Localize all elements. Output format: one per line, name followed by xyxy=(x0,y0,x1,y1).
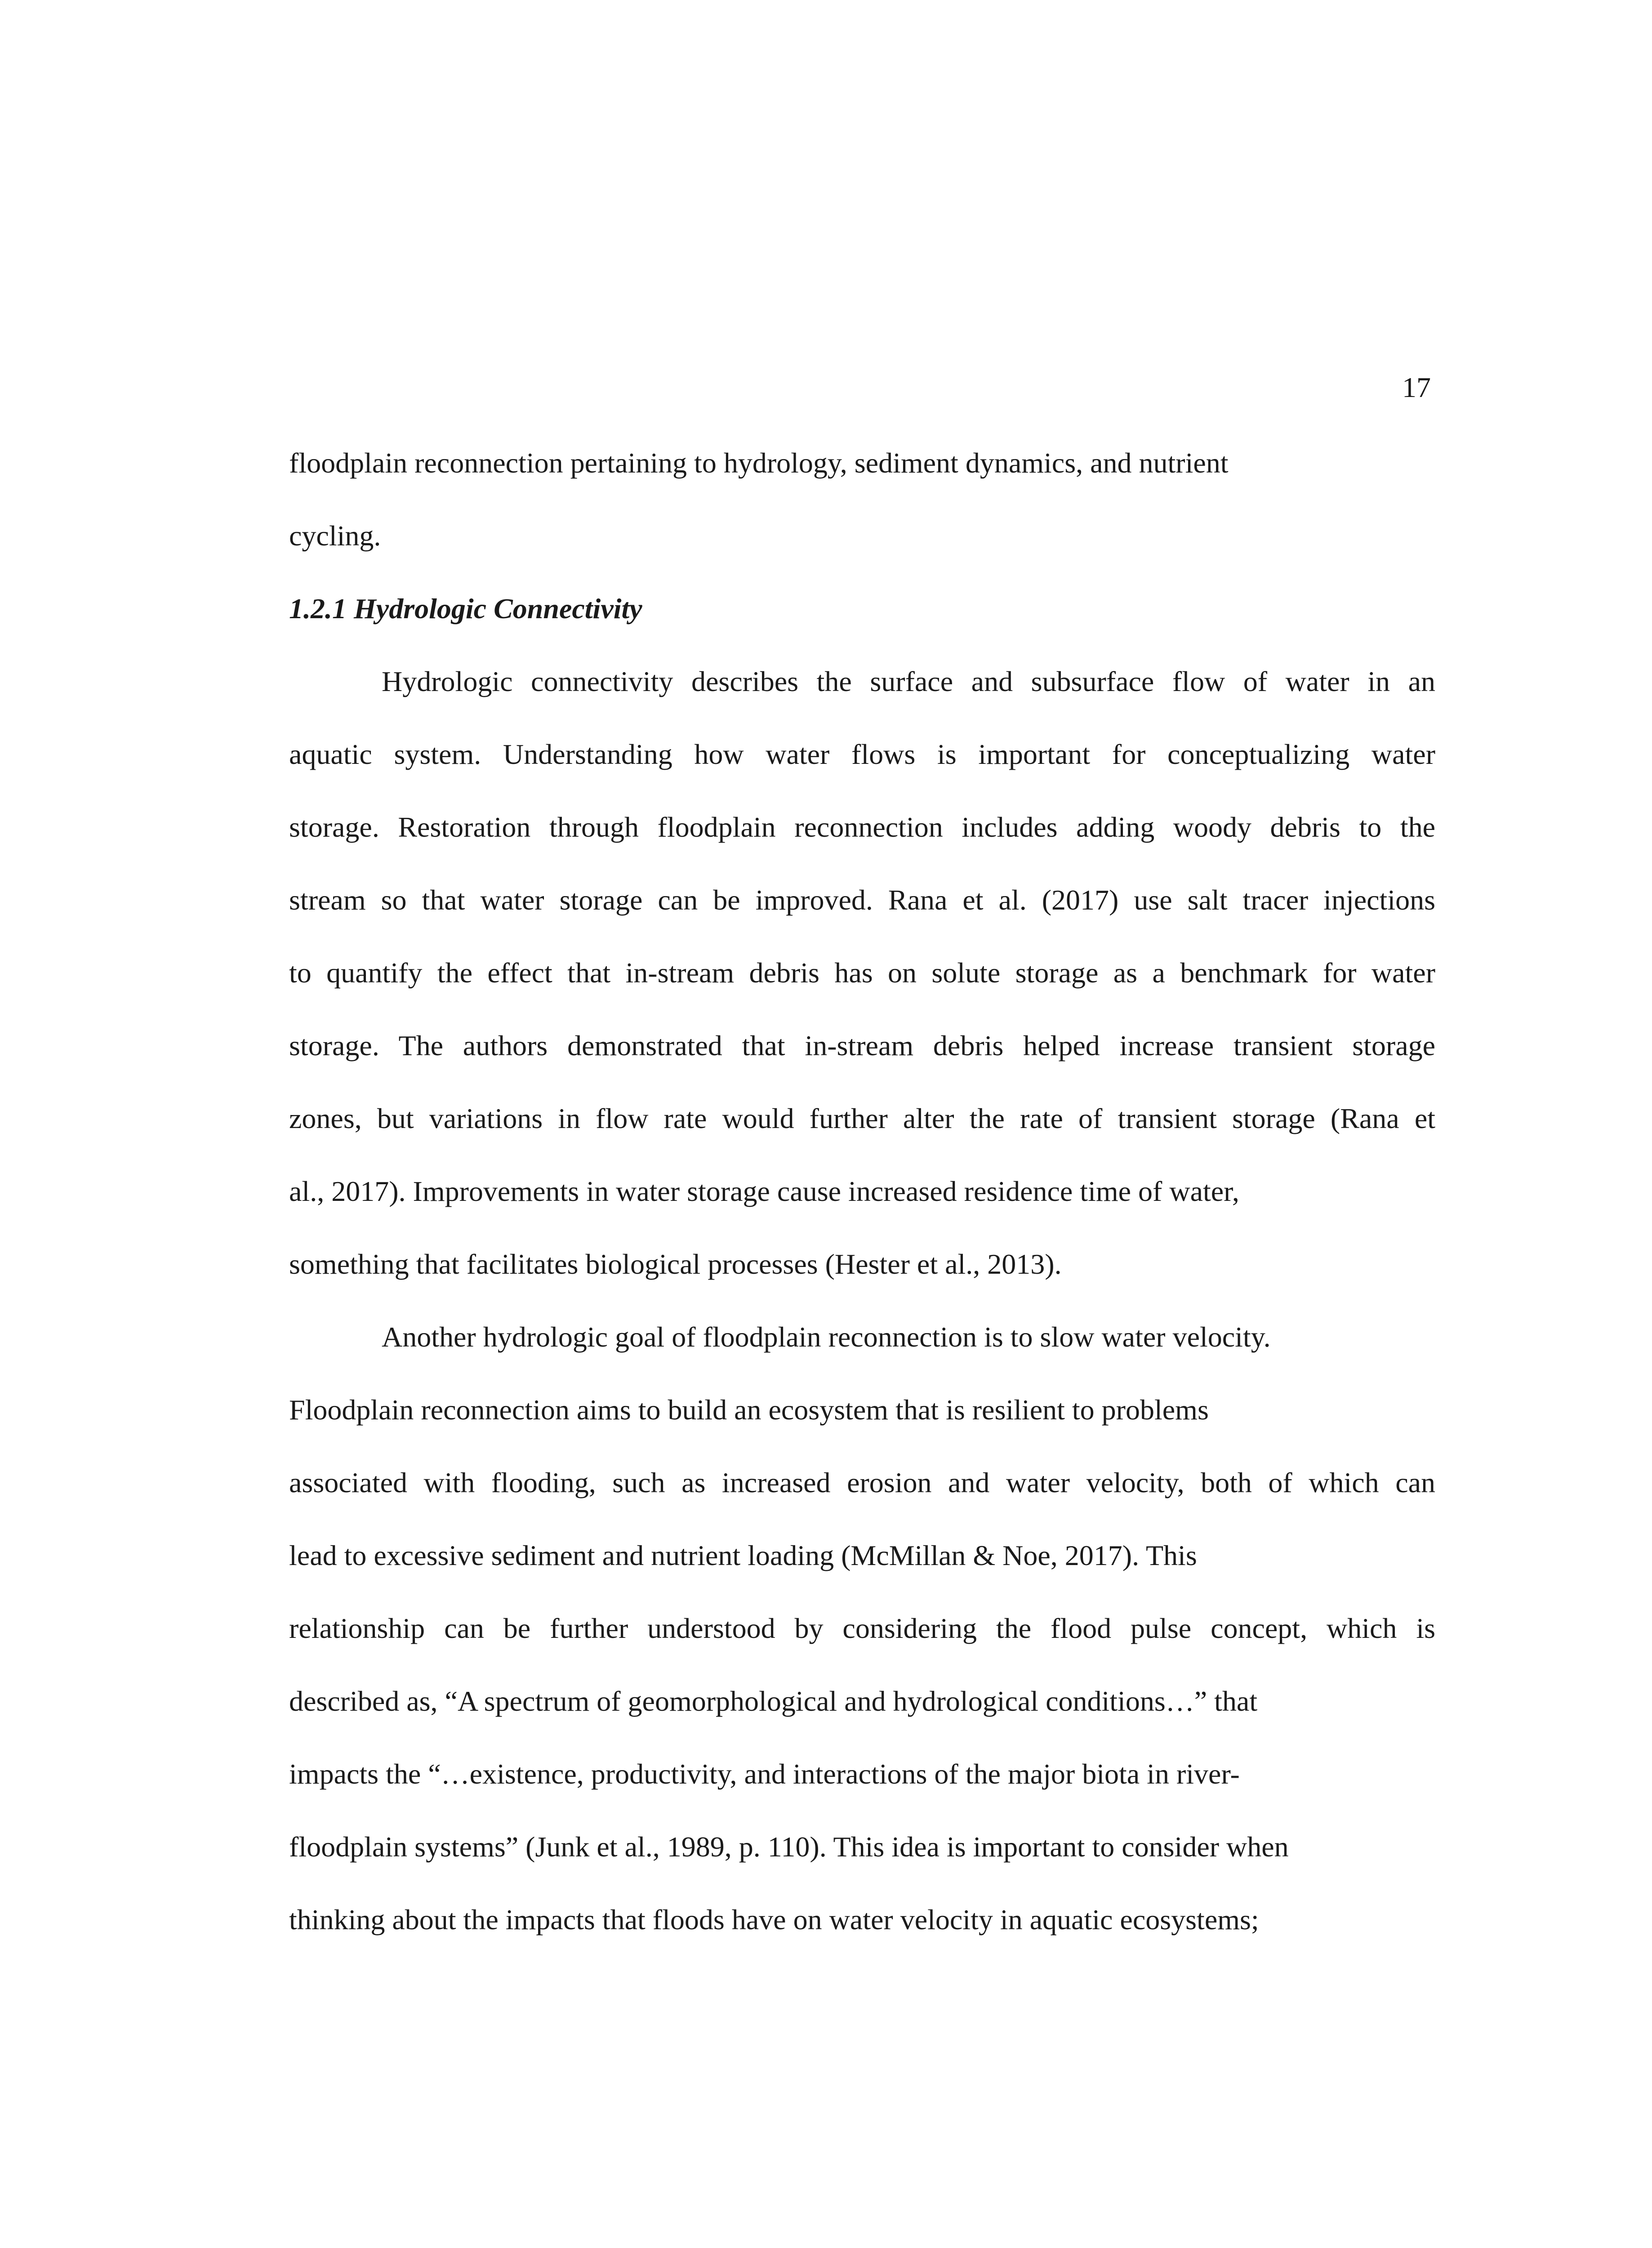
text-line: something that facilitates biological processes (Hester et al., 2013). xyxy=(289,1248,1062,1280)
text-line: storage. The authors demonstrated that in-stream debris helped increase transient storage xyxy=(289,1030,1435,1062)
text-line: floodplain systems” (Junk et al., 1989, p. 110). This idea is important to consider when xyxy=(289,1831,1289,1863)
section-heading: 1.2.1 Hydrologic Connectivity xyxy=(289,593,642,624)
text-line: relationship can be further understood by considering the flood pulse concept, which is xyxy=(289,1612,1435,1644)
text-line: Floodplain reconnection aims to build an ecosystem that is resilient to problems xyxy=(289,1394,1209,1426)
text-line: to quantify the effect that in-stream debris has on solute storage as a benchmark for water xyxy=(289,957,1435,989)
text-line: described as, “A spectrum of geomorphological and hydrological conditions…” that xyxy=(289,1685,1258,1717)
text-line: Another hydrologic goal of floodplain reconnection is to slow water velocity. xyxy=(382,1321,1271,1353)
text-line: thinking about the impacts that floods have on water velocity in aquatic ecosystems; xyxy=(289,1904,1259,1936)
body-text xyxy=(289,438,1435,1968)
text-line: lead to excessive sediment and nutrient loading (McMillan & Noe, 2017). This xyxy=(289,1539,1197,1571)
text-line: zones, but variations in flow rate would further alter the rate of transient storage (Rana et xyxy=(289,1102,1435,1134)
text-line: stream so that water storage can be improved. Rana et al. (2017) use salt tracer injections xyxy=(289,884,1435,916)
text-line: aquatic system. Understanding how water flows is important for conceptualizing water xyxy=(289,738,1435,770)
text-line: floodplain reconnection pertaining to hydrology, sediment dynamics, and nutrient xyxy=(289,447,1229,479)
text-line: cycling. xyxy=(289,520,381,552)
text-line: al., 2017). Improvements in water storage cause increased residence time of water, xyxy=(289,1175,1239,1207)
text-line: associated with flooding, such as increased erosion and water velocity, both of which can xyxy=(289,1467,1435,1499)
text-line: storage. Restoration through floodplain reconnection includes adding woody debris to the xyxy=(289,811,1435,843)
text-line: Hydrologic connectivity describes the surface and subsurface flow of water in an xyxy=(382,665,1435,697)
page-number: 17 xyxy=(1402,371,1431,403)
text-line: impacts the “…existence, productivity, and interactions of the major biota in river- xyxy=(289,1758,1240,1790)
